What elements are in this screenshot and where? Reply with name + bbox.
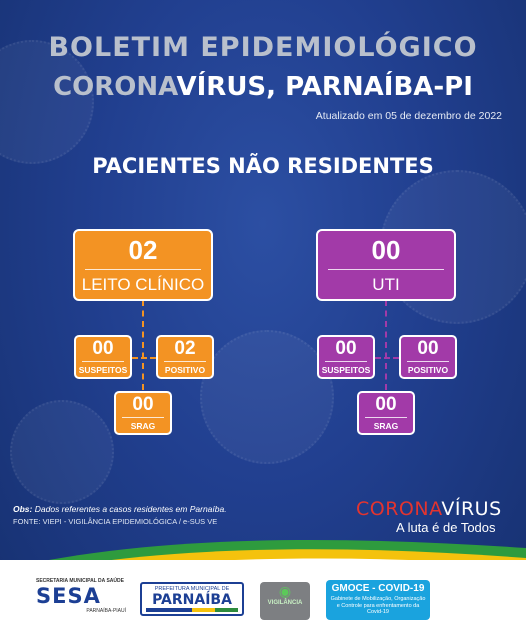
subtitle-corona: CORONA	[53, 72, 177, 102]
leito-suspeitos-label: SUSPEITOS	[78, 365, 128, 375]
leito-clinico-value: 02	[128, 235, 158, 265]
sesa-sub: PARNAÍBA-PIAUÍ	[86, 608, 126, 614]
leito-positivo-box	[156, 335, 214, 379]
bulletin-subtitle	[0, 72, 526, 102]
leito-srag-label: SRAG	[130, 421, 156, 431]
leito-srag-value: 00	[132, 394, 154, 415]
sesa-name: SESA	[36, 584, 101, 608]
uti-positivo-box	[399, 335, 457, 379]
connector-line	[385, 300, 387, 390]
uti-srag-value: 00	[375, 394, 397, 415]
divider	[82, 361, 124, 362]
sesa-logo	[36, 578, 126, 614]
prefeitura-logo	[140, 582, 244, 616]
vigilancia-icon: ◉	[278, 583, 292, 599]
source-note: FONTE: VIEPI - VIGILÂNCIA EPIDEMIOLÓGICA / e-SUS VE	[13, 517, 218, 526]
brand-virus: VÍRUS	[441, 498, 502, 520]
uti-positivo-value: 00	[417, 338, 439, 359]
brand-tagline: A luta é de Todos	[396, 520, 496, 535]
uti-suspeitos-label: SUSPEITOS	[321, 365, 371, 375]
uti-positivo-label: POSITIVO	[407, 365, 449, 375]
obs-label: Obs:	[13, 504, 33, 514]
divider	[85, 269, 201, 270]
connector-line	[375, 357, 399, 359]
gmoce-title: GMOCE - COVID-19	[331, 583, 425, 594]
leito-positivo-value: 02	[174, 338, 196, 359]
obs-text: Dados referentes a casos residentes em Parnaíba.	[34, 504, 227, 514]
leito-clinico-box	[73, 229, 213, 301]
sesa-top-text: SECRETARIA MUNICIPAL DA SAÚDE	[36, 578, 124, 584]
updated-date: Atualizado em 05 de dezembro de 2022	[315, 110, 502, 122]
leito-srag-box	[114, 391, 172, 435]
divider	[365, 417, 407, 418]
leito-clinico-label: LEITO CLÍNICO	[81, 275, 205, 294]
pref-top-text: PREFEITURA MUNICIPAL DE	[154, 586, 230, 592]
gmoce-sub: Gabinete de Mobilização, Organização e Controle para enfrentamento da Covid-19	[330, 596, 426, 615]
brand-corona: CORONA	[356, 498, 442, 520]
uti-srag-box	[357, 391, 415, 435]
uti-srag-label: SRAG	[373, 421, 399, 431]
virus-decoration-icon	[10, 400, 114, 504]
section-title: PACIENTES NÃO RESIDENTES	[92, 154, 434, 178]
coronavirus-brand	[356, 498, 516, 535]
divider	[407, 361, 449, 362]
divider	[325, 361, 367, 362]
subtitle-rest: VÍRUS, PARNAÍBA-PI	[176, 72, 473, 102]
gmoce-logo	[326, 580, 430, 620]
uti-suspeitos-value: 00	[335, 338, 357, 359]
observation-note	[13, 504, 227, 514]
divider	[122, 417, 164, 418]
connector-line	[142, 300, 144, 390]
uti-suspeitos-box	[317, 335, 375, 379]
vigilancia-name: VIGILÂNCIA	[267, 600, 303, 606]
connector-line	[132, 357, 156, 359]
bulletin-title: BOLETIM EPIDEMIOLÓGICO	[48, 32, 478, 63]
leito-suspeitos-value: 00	[92, 338, 114, 359]
pref-stripe	[146, 608, 238, 612]
divider	[164, 361, 206, 362]
uti-label: UTI	[372, 275, 400, 294]
vigilancia-logo	[260, 582, 310, 620]
uti-box	[316, 229, 456, 301]
footer	[0, 560, 526, 640]
leito-suspeitos-box	[74, 335, 132, 379]
divider	[328, 269, 444, 270]
leito-positivo-label: POSITIVO	[164, 365, 206, 375]
virus-decoration-icon	[200, 330, 334, 464]
pref-city: PARNAÍBA	[152, 592, 232, 608]
uti-value: 00	[371, 235, 401, 265]
